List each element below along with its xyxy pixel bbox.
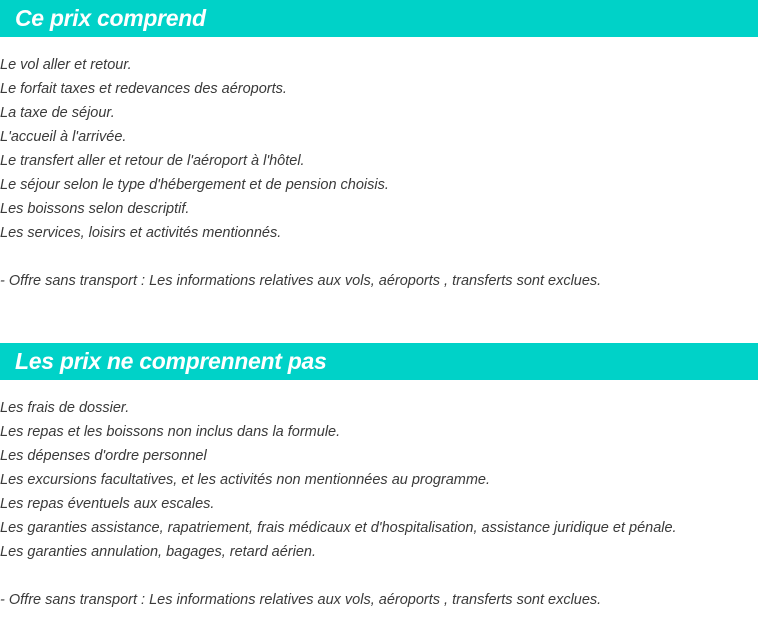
list-item: Les garanties assistance, rapatriement, frais médicaux et d'hospitalisation, assistance juridique et pénale. <box>0 520 677 536</box>
list-item: Le forfait taxes et redevances des aéroports. <box>0 81 287 97</box>
list-item: Les services, loisirs et activités mentionnés. <box>0 225 282 241</box>
list-item: Les repas éventuels aux escales. <box>0 496 215 512</box>
list-item: La taxe de séjour. <box>0 105 115 121</box>
list-item: Le vol aller et retour. <box>0 57 132 73</box>
price-excludes-header <box>0 343 758 380</box>
list-item: Les frais de dossier. <box>0 400 130 416</box>
list-spacer <box>0 564 677 588</box>
list-item: Les repas et les boissons non inclus dans la formule. <box>0 424 341 440</box>
list-item: Le transfert aller et retour de l'aéroport à l'hôtel. <box>0 153 305 169</box>
price-excludes-list <box>0 396 677 612</box>
list-item: Les dépenses d'ordre personnel <box>0 448 207 464</box>
list-item: Les excursions facultatives, et les activités non mentionnées au programme. <box>0 472 491 488</box>
price-includes-header <box>0 0 758 37</box>
list-item: L'accueil à l'arrivée. <box>0 129 127 145</box>
list-spacer <box>0 245 601 269</box>
list-item: Les boissons selon descriptif. <box>0 201 190 217</box>
list-item: Le séjour selon le type d'hébergement et de pension choisis. <box>0 177 389 193</box>
price-excludes-title: Les prix ne comprennent pas <box>15 348 327 374</box>
price-includes-title: Ce prix comprend <box>15 5 206 31</box>
no-transport-note: - Offre sans transport : Les informations relatives aux vols, aéroports , transferts sont exclues. <box>0 592 602 608</box>
no-transport-note: - Offre sans transport : Les informations relatives aux vols, aéroports , transferts sont exclues. <box>0 273 602 289</box>
list-item: Les garanties annulation, bagages, retard aérien. <box>0 544 316 560</box>
price-includes-list <box>0 53 601 293</box>
